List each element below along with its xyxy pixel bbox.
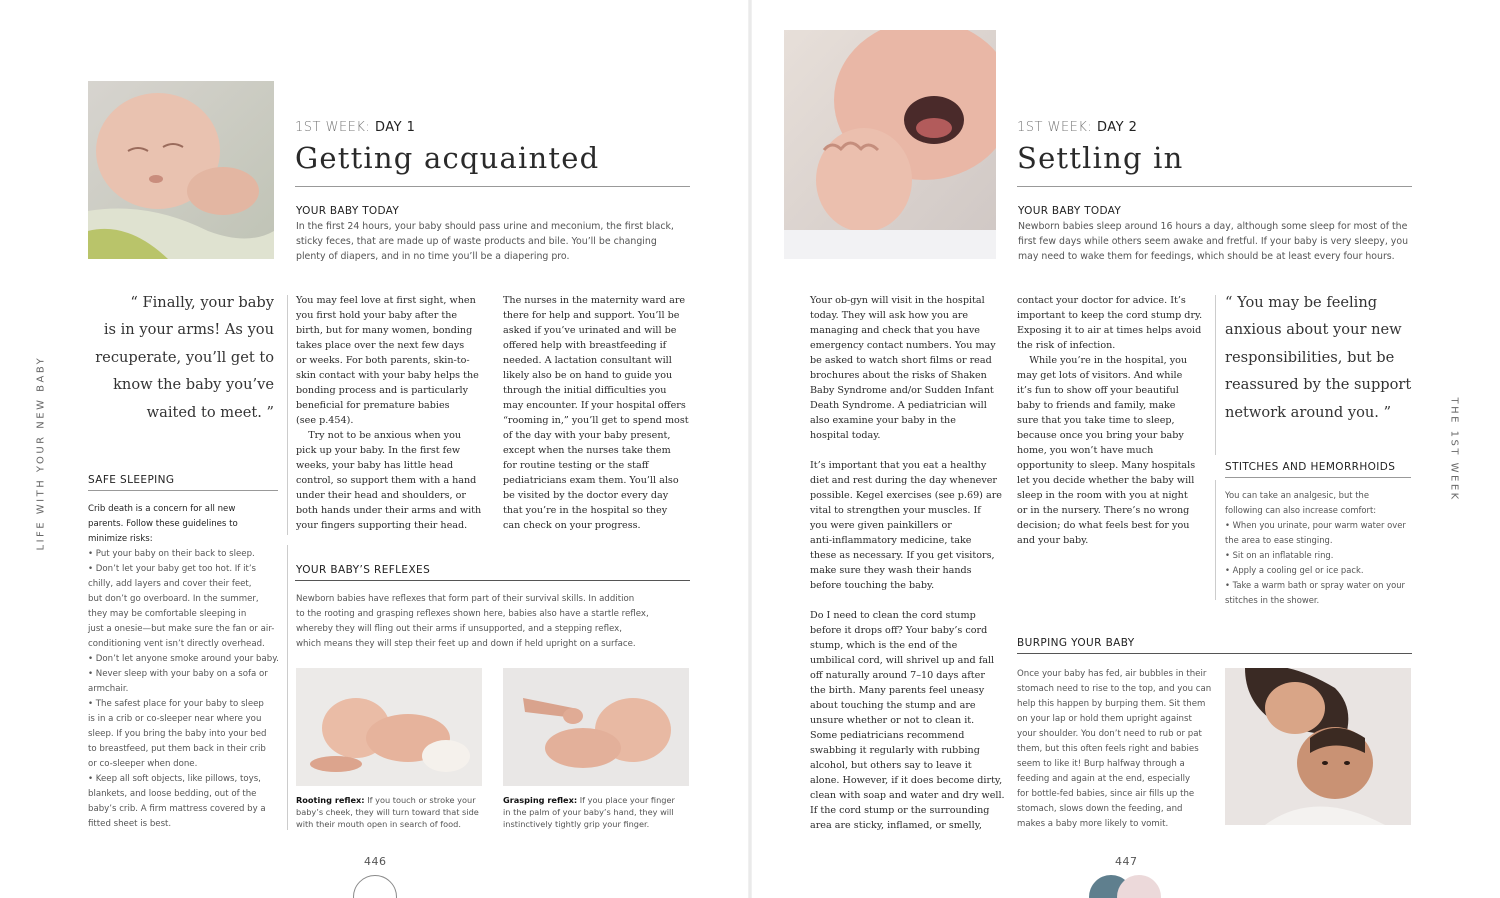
page-tab-outline bbox=[353, 875, 397, 898]
burping-line: help this happen by burping them. Sit them bbox=[1017, 699, 1206, 709]
caption-line: with their mouth open in search of food. bbox=[296, 819, 461, 829]
body-line: takes place over the next few days bbox=[296, 340, 465, 351]
burping-rule bbox=[1017, 653, 1412, 654]
body-line: vital to strengthen your muscles. If bbox=[810, 505, 981, 516]
burping-line: your shoulder. You don’t need to rub or pat bbox=[1017, 729, 1202, 739]
reflexes-line: Newborn babies have reflexes that form part of their survival skills. In addition bbox=[296, 594, 635, 604]
body-column-2 bbox=[503, 293, 703, 533]
burping-line: seem to like it! Burp halfway through a bbox=[1017, 759, 1185, 769]
intro-text bbox=[296, 219, 691, 264]
reflexes-line: whereby they will fling out their arms if unsupported, and a stepping reflex, bbox=[296, 624, 622, 634]
sidebar-line: • Sit on an inflatable ring. bbox=[1225, 550, 1334, 560]
body-line: you first hold your baby after the bbox=[296, 310, 458, 321]
body-line: under their head and shoulders, or bbox=[296, 490, 466, 501]
intro-text bbox=[1018, 219, 1413, 264]
body-line: bonding process and is particularly bbox=[296, 385, 469, 396]
running-head-text: LIFE WITH YOUR NEW BABY bbox=[35, 355, 47, 551]
body-line: of the day with your baby present, bbox=[503, 430, 671, 441]
body-line: It’s important that you eat a healthy bbox=[810, 460, 987, 471]
safe-sleeping-title: SAFE SLEEPING bbox=[88, 474, 175, 486]
body-line: before it drops off? Your baby’s cord bbox=[810, 625, 988, 636]
quote-line: “ You may be feeling bbox=[1225, 294, 1378, 311]
body-line bbox=[810, 593, 1010, 608]
quote-line: network around you. ” bbox=[1225, 403, 1392, 421]
sidebar-line: or co-sleeper when done. bbox=[88, 759, 198, 769]
reflexes-rule bbox=[295, 580, 690, 581]
body-line: brochures about the risks of Shaken bbox=[810, 370, 987, 381]
quote-divider bbox=[287, 295, 288, 535]
page-number-right: 447 bbox=[1115, 855, 1138, 868]
day-kicker bbox=[295, 120, 415, 135]
body-line: While you’re in the hospital, you bbox=[1017, 355, 1188, 366]
sidebar-line: • Don’t let your baby get too hot. If it’s bbox=[88, 564, 257, 574]
rooting-reflex-photo bbox=[296, 668, 482, 786]
body-line: because once you bring your baby bbox=[1017, 430, 1184, 441]
title-rule bbox=[295, 186, 690, 187]
caption-line: baby’s cheek, they will turn toward that side bbox=[296, 807, 479, 817]
body-line: both hands under their arms and with bbox=[296, 505, 482, 516]
body-line: likely also be on hand to guide you bbox=[503, 370, 673, 381]
sidebar-line: • Put your baby on their back to sleep. bbox=[88, 549, 255, 559]
body-line: Baby Syndrome and/or Sudden Infant bbox=[810, 385, 994, 396]
body-line: skin contact with your baby helps the bbox=[296, 370, 479, 381]
quote-line: is in your arms! As you bbox=[103, 321, 274, 339]
body-line: your fingers supporting their head. bbox=[296, 520, 468, 531]
quote-line: responsibilities, but be bbox=[1225, 348, 1395, 366]
safe-sleeping-rule bbox=[88, 490, 278, 491]
book-gutter bbox=[748, 0, 752, 898]
body-line: about touching the stump and are bbox=[810, 700, 976, 711]
kicker-day: DAY 2 bbox=[1096, 120, 1138, 135]
stitches-divider bbox=[1215, 480, 1216, 600]
body-line: needed. A lactation consultant will bbox=[503, 355, 672, 366]
running-head-left bbox=[35, 355, 52, 551]
body-line: or in the nursery. There’s no wrong bbox=[1017, 505, 1190, 516]
kicker-day: DAY 1 bbox=[374, 120, 416, 135]
page-number-left: 446 bbox=[364, 855, 387, 868]
pull-quote bbox=[1225, 289, 1415, 426]
body-line: the risk of infection. bbox=[1017, 340, 1116, 351]
sidebar-line: Crib death is a concern for all new bbox=[88, 504, 236, 514]
body-line: “rooming in,” you’ll get to spend most bbox=[503, 415, 689, 426]
safe-sleeping-text bbox=[88, 502, 280, 832]
intro-label: YOUR BABY TODAY bbox=[1018, 205, 1122, 217]
body-line: Your ob-gyn will visit in the hospital bbox=[810, 295, 985, 306]
caption-line: in the palm of your baby’s hand, they will bbox=[503, 807, 674, 817]
stitches-title: STITCHES AND HEMORRHOIDS bbox=[1225, 461, 1396, 473]
body-line: beneficial for premature babies bbox=[296, 400, 450, 411]
quote-divider bbox=[1215, 295, 1216, 455]
body-line: hospital today. bbox=[810, 430, 881, 441]
sidebar-line: chilly, add layers and cover their feet, bbox=[88, 579, 252, 589]
intro-line: first few days while others seem awake and fretful. If your baby is very sleepy, you bbox=[1018, 236, 1409, 247]
running-head-text: THE 1ST WEEK bbox=[1448, 397, 1460, 502]
sidebar-divider bbox=[287, 545, 288, 830]
page-title: Getting acquainted bbox=[295, 141, 600, 175]
intro-line: may need to wake them for feedings, which should be at least every four hours. bbox=[1018, 251, 1395, 262]
body-line: home, you won’t have much bbox=[1017, 445, 1154, 456]
sidebar-line: conditioning vent isn’t directly overhead. bbox=[88, 639, 265, 649]
body-line: also examine your baby in the bbox=[810, 415, 956, 426]
grasping-caption bbox=[503, 794, 693, 830]
body-line: may encounter. If your hospital offers bbox=[503, 400, 686, 411]
body-line: control, so support them with a hand bbox=[296, 475, 477, 486]
intro-line: Newborn babies sleep around 16 hours a day, although some sleep for most of the bbox=[1018, 221, 1408, 232]
reflexes-line: which means they will step their feet up and down if held upright on a surface. bbox=[296, 639, 636, 649]
body-line: let you decide whether the baby will bbox=[1017, 475, 1195, 486]
body-line: clean with soap and water and dry well. bbox=[810, 790, 1005, 801]
quote-line: recuperate, you’ll get to bbox=[95, 348, 274, 366]
body-line: swabbing it regularly with rubbing bbox=[810, 745, 980, 756]
burping-title: BURPING YOUR BABY bbox=[1017, 637, 1135, 649]
body-line: You may feel love at first sight, when bbox=[296, 295, 476, 306]
body-line: before touching the baby. bbox=[810, 580, 935, 591]
running-head-right bbox=[1446, 397, 1462, 502]
newborn-sleeping-photo bbox=[88, 81, 274, 259]
body-line: pick up your baby. In the first few bbox=[296, 445, 461, 456]
body-line: be asked to watch short films or read bbox=[810, 355, 992, 366]
body-line: managing and check that you have bbox=[810, 325, 980, 336]
quote-line: “ Finally, your baby bbox=[130, 294, 274, 311]
sidebar-line: armchair. bbox=[88, 684, 129, 694]
kicker-week: 1ST WEEK: bbox=[1017, 120, 1093, 135]
body-line: alone. However, if it does become dirty, bbox=[810, 775, 1003, 786]
burping-line: for bottle-fed babies, since air fills up the bbox=[1017, 789, 1195, 799]
body-line: that you’re in the hospital so they bbox=[503, 505, 668, 516]
quote-line: waited to meet. ” bbox=[146, 403, 274, 421]
grasping-reflex-photo bbox=[503, 668, 689, 786]
sidebar-line: • Take a warm bath or spray water on your bbox=[1225, 580, 1405, 590]
body-line: contact your doctor for advice. It’s bbox=[1017, 295, 1186, 306]
sidebar-line: they may be comfortable sleeping in bbox=[88, 609, 247, 619]
body-column-2 bbox=[1017, 293, 1207, 548]
stitches-rule bbox=[1225, 477, 1411, 478]
sidebar-line: • Don’t let anyone smoke around your baby. bbox=[88, 654, 279, 664]
body-line: you were given painkillers or bbox=[810, 520, 952, 531]
body-line: except when the nurses take them bbox=[503, 445, 671, 456]
body-line: asked if you’ve urinated and will be bbox=[503, 325, 677, 336]
body-line: and your baby. bbox=[1017, 535, 1089, 546]
body-line: diet and rest during the day whenever bbox=[810, 475, 998, 486]
mother-burping-baby-photo bbox=[1225, 668, 1411, 825]
caption-line: If you place your finger bbox=[577, 795, 675, 805]
sidebar-line: fitted sheet is best. bbox=[88, 819, 172, 829]
body-line: off naturally around 7–10 days after bbox=[810, 670, 985, 681]
body-line: the birth. Many parents feel uneasy bbox=[810, 685, 985, 696]
quote-line: anxious about your new bbox=[1225, 321, 1402, 339]
burping-text bbox=[1017, 667, 1217, 832]
newborn-yawning-photo bbox=[784, 30, 996, 259]
sidebar-line: but don’t go overboard. In the summer, bbox=[88, 594, 259, 604]
body-line: it’s fun to show off your beautiful bbox=[1017, 385, 1179, 396]
body-line: emergency contact numbers. You may bbox=[810, 340, 996, 351]
body-line: Some pediatricians recommend bbox=[810, 730, 965, 741]
sidebar-line: • The safest place for your baby to sleep bbox=[88, 699, 264, 709]
burping-line: stomach need to rise to the top, and you can bbox=[1017, 684, 1212, 694]
caption-lead: Rooting reflex: bbox=[296, 795, 365, 805]
day-kicker bbox=[1017, 120, 1137, 135]
reflexes-text bbox=[296, 592, 691, 652]
quote-line: know the baby you’ve bbox=[113, 376, 274, 394]
body-line: there for help and support. You’ll be bbox=[503, 310, 680, 321]
body-line: make sure they wash their hands bbox=[810, 565, 972, 576]
body-column-1 bbox=[810, 293, 1010, 833]
body-line: opportunity to sleep. Many hospitals bbox=[1017, 460, 1196, 471]
rooting-caption bbox=[296, 794, 486, 830]
body-line: pediatricians exam them. You’ll also bbox=[503, 475, 679, 486]
title-rule bbox=[1017, 186, 1412, 187]
sidebar-line: • Apply a cooling gel or ice pack. bbox=[1225, 565, 1364, 575]
sidebar-line: parents. Follow these guidelines to bbox=[88, 519, 238, 529]
sidebar-line: sleep. If you bring the baby into your bed bbox=[88, 729, 267, 739]
body-line: baby to friends and family, make bbox=[1017, 400, 1176, 411]
reflexes-title: YOUR BABY’S REFLEXES bbox=[296, 564, 431, 576]
body-line: area are sticky, inflamed, or smelly, bbox=[810, 820, 982, 831]
intro-label: YOUR BABY TODAY bbox=[296, 205, 400, 217]
caption-lead: Grasping reflex: bbox=[503, 795, 578, 805]
stitches-text bbox=[1225, 488, 1415, 608]
sidebar-line: the area to ease stinging. bbox=[1225, 535, 1333, 545]
body-line: be visited by the doctor every day bbox=[503, 490, 669, 501]
sidebar-line: to breastfeed, put them back in their crib bbox=[88, 744, 266, 754]
body-line: birth, but for many women, bonding bbox=[296, 325, 473, 336]
caption-line: instinctively tightly grip your finger. bbox=[503, 819, 650, 829]
body-line: Try not to be anxious when you bbox=[296, 430, 462, 441]
body-line: (see p.454). bbox=[296, 415, 354, 426]
sidebar-line: just a onesie—but make sure the fan or air- bbox=[88, 624, 275, 634]
kicker-week: 1ST WEEK: bbox=[295, 120, 371, 135]
body-line: stump, which is the end of the bbox=[810, 640, 958, 651]
caption-line: If you touch or stroke your bbox=[364, 795, 476, 805]
body-line: unsure whether or not to clean it. bbox=[810, 715, 975, 726]
sidebar-line: stitches in the shower. bbox=[1225, 595, 1320, 605]
reflexes-line: to the rooting and grasping reflexes shown here, babies also have a startle reflex, bbox=[296, 609, 649, 619]
body-line: anti-inflammatory medicine, take bbox=[810, 535, 972, 546]
body-line: through the initial difficulties you bbox=[503, 385, 667, 396]
burping-line: feeding and again at the end, especially bbox=[1017, 774, 1191, 784]
body-line: for routine testing or the staff bbox=[503, 460, 649, 471]
sidebar-line: baby’s crib. A firm mattress covered by a bbox=[88, 804, 266, 814]
sidebar-line: • Never sleep with your baby on a sofa or bbox=[88, 669, 268, 679]
body-line: If the cord stump or the surrounding bbox=[810, 805, 990, 816]
sidebar-line: following can also increase comfort: bbox=[1225, 505, 1377, 515]
sidebar-line: blankets, and loose bedding, out of the bbox=[88, 789, 257, 799]
quote-line: reassured by the support bbox=[1225, 376, 1412, 394]
burping-line: them, but this often feels right and babies bbox=[1017, 744, 1199, 754]
body-line: Death Syndrome. A pediatrician will bbox=[810, 400, 987, 411]
body-line: Do I need to clean the cord stump bbox=[810, 610, 976, 621]
sidebar-line: • When you urinate, pour warm water over bbox=[1225, 520, 1406, 530]
sidebar-line: • Keep all soft objects, like pillows, toys, bbox=[88, 774, 261, 784]
body-line: may get lots of visitors. And while bbox=[1017, 370, 1183, 381]
body-line: sleep in the room with you at night bbox=[1017, 490, 1188, 501]
body-column-1 bbox=[296, 293, 496, 533]
body-line: today. They will ask how you are bbox=[810, 310, 969, 321]
body-line: or weeks. For both parents, skin-to- bbox=[296, 355, 470, 366]
burping-line: stomach, slows down the feeding, and bbox=[1017, 804, 1183, 814]
sidebar-line: minimize risks: bbox=[88, 534, 153, 544]
intro-line: sticky feces, that are made up of waste products and bile. You’ll be changing bbox=[296, 236, 657, 247]
sidebar-line: You can take an analgesic, but the bbox=[1225, 490, 1369, 500]
body-line: sure that you take time to sleep, bbox=[1017, 415, 1175, 426]
page-title: Settling in bbox=[1017, 141, 1184, 175]
body-line: weeks, your baby has little head bbox=[296, 460, 454, 471]
body-line: decision; do what feels best for you bbox=[1017, 520, 1190, 531]
sidebar-line: is in a crib or co-sleeper near where you bbox=[88, 714, 262, 724]
body-line: Exposing it to air at times helps avoid bbox=[1017, 325, 1202, 336]
body-line bbox=[810, 443, 1010, 458]
intro-line: plenty of diapers, and in no time you’ll be a diapering pro. bbox=[296, 251, 570, 262]
burping-line: on your lap or hold them upright against bbox=[1017, 714, 1192, 724]
body-line: these as necessary. If you get visitors, bbox=[810, 550, 995, 561]
body-line: important to keep the cord stump dry. bbox=[1017, 310, 1203, 321]
intro-line: In the first 24 hours, your baby should pass urine and meconium, the first black, bbox=[296, 221, 674, 232]
burping-line: makes a baby more likely to vomit. bbox=[1017, 819, 1169, 829]
body-line: alcohol, but others say to leave it bbox=[810, 760, 972, 771]
body-line: can check on your progress. bbox=[503, 520, 641, 531]
body-line: The nurses in the maternity ward are bbox=[503, 295, 686, 306]
body-line: possible. Kegel exercises (see p.69) are bbox=[810, 490, 1002, 501]
pull-quote bbox=[88, 289, 274, 426]
burping-line: Once your baby has fed, air bubbles in their bbox=[1017, 669, 1207, 679]
body-line: offered help with breastfeeding if bbox=[503, 340, 667, 351]
body-line: umbilical cord, will shrivel up and fall bbox=[810, 655, 995, 666]
